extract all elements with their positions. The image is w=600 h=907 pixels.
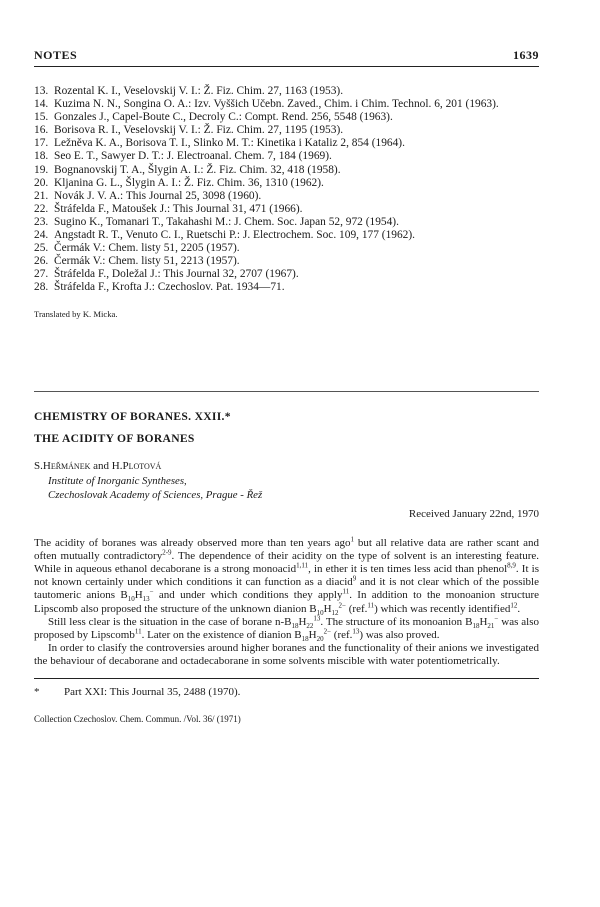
reference-item: 22. Štráfelda F., Matoušek J.: This Journal 31, 471 (1966). [34, 202, 303, 215]
author-name: Heřmánek [42, 459, 91, 472]
footnote [34, 686, 539, 698]
paragraph: Still less clear is the situation in the case of borane $n-B_{18}H_{22}^{13}$. The structure of its monoanion $B_{18}H_{21}^-$ was also proposed by Lipscomb$^{11}$. Later on the existence of dianion $B_{18}H_{20}^{2-}$ (ref.$^{13}$) was also proved. [34, 614, 540, 644]
reference-item: 26. Čermák V.: Chem. listy 51, 2213 (1957). [34, 255, 240, 268]
reference-item: 24. Angstadt R. T., Venuto C. I., Ruetschi P.: J. Electrochem. Soc. 109, 177 (1962). [34, 229, 415, 242]
section-label: NOTES [34, 48, 78, 62]
paragraph: The acidity of boranes was already observed more than ten years ago$^1$ but all relative data are rather scant and often mutually contradictory$^{2-9}$. The dependence of their acidity on the type of solvent is an interesting feature. While in aqueous ethanol decaborane is a strong monoacid$^{1,11}$, in ether it is ten times less acid than phenol$^{8,9}$. It is not known certainly under which conditions it can function as a diacid$^9$ and it is not clear which of the possible tautomeric anions $B_{10}H_{13}^-$ and under which conditions they apply$^{11}$. In addition to the monoanion structure Lipscomb also proposed the structure of the unknown dianion $B_{10}H_{12}^{2-}$ (ref.$^{11}$) which was recently identified$^{12}$. [34, 534, 539, 617]
reference-item: 18. Seo E. T., Sawyer D. T.: J. Electroanal. Chem. 7, 184 (1969). [34, 150, 332, 163]
footnote-text: Part XXI: This Journal 35, 2488 (1970). [64, 685, 241, 698]
reference-item: 19. Bognanovskij T. A., Šlygin A. I.: Ž. Fiz. Chim. 32, 418 (1958). [34, 163, 341, 176]
reference-item: 25. Čermák V.: Chem. listy 51, 2205 (1957). [34, 242, 240, 255]
author-line: S.Heřmánek and H.Plotová [34, 459, 162, 472]
article-body [34, 534, 540, 669]
section-divider [34, 391, 539, 392]
journal-footer: Collection Czechoslov. Chem. Commun. /Vol. 36/ (1971) [34, 713, 241, 724]
reference-list [34, 85, 539, 295]
reference-item: 28. Štráfelda F., Krofta J.: Czechoslov. Pat. 1934—71. [34, 281, 285, 294]
reference-item: 14. Kuzima N. N., Songina O. A.: Izv. Vyššich Učebn. Zaved., Chim. i Chim. Technol. 6, 201 (1963). [34, 98, 499, 111]
article-subtitle: THE ACIDITY OF BORANES [34, 431, 195, 445]
reference-item: 15. Gonzales J., Capel-Boute C., Decroly C.: Compt. Rend. 256, 5548 (1963). [34, 111, 393, 124]
reference-item: 13. Rozental K. I., Veselovskij V. I.: Ž. Fiz. Chim. 27, 1163 (1953). [34, 85, 344, 97]
footnote-mark: * [34, 685, 40, 698]
reference-item: 23. Sugino K., Tomanari T., Takahashi M.: J. Chem. Soc. Japan 52, 972 (1954). [34, 215, 399, 228]
received-date: Received January 22nd, 1970 [408, 507, 539, 520]
running-header [34, 48, 539, 67]
footnote-divider [34, 678, 539, 679]
page-number: 1639 [513, 48, 539, 62]
affiliation: Institute of Inorganic Syntheses, Czechoslovak Academy of Sciences, Prague - Řež [48, 474, 263, 501]
article-title: CHEMISTRY OF BORANES. XXII.* [34, 409, 231, 423]
reference-item: 21. Novák J. V. A.: This Journal 25, 3098 (1960). [34, 189, 262, 202]
paragraph: In order to clasify the controversies around higher boranes and the functionality of their anions we investigated the behaviour of decaborane and octadecaborane in some solvents miscible with water potentiometrically. [34, 642, 539, 668]
reference-item: 20. Kljanina G. L., Šlygin A. I.: Ž. Fiz. Chim. 36, 1310 (1962). [34, 176, 324, 189]
author-name: Plotová [122, 459, 162, 472]
reference-item: 16. Borisova R. I., Veselovskij V. I.: Ž. Fiz. Chim. 27, 1195 (1953). [34, 124, 344, 137]
reference-item: 27. Štráfelda F., Doležal J.: This Journal 32, 2707 (1967). [34, 268, 299, 281]
translator-credit: Translated by K. Micka. [34, 308, 118, 319]
journal-page [34, 48, 539, 724]
reference-item: 17. Ležněva K. A., Borisova T. I., Slinko M. T.: Kinetika i Kataliz 2, 854 (1964). [34, 137, 405, 150]
